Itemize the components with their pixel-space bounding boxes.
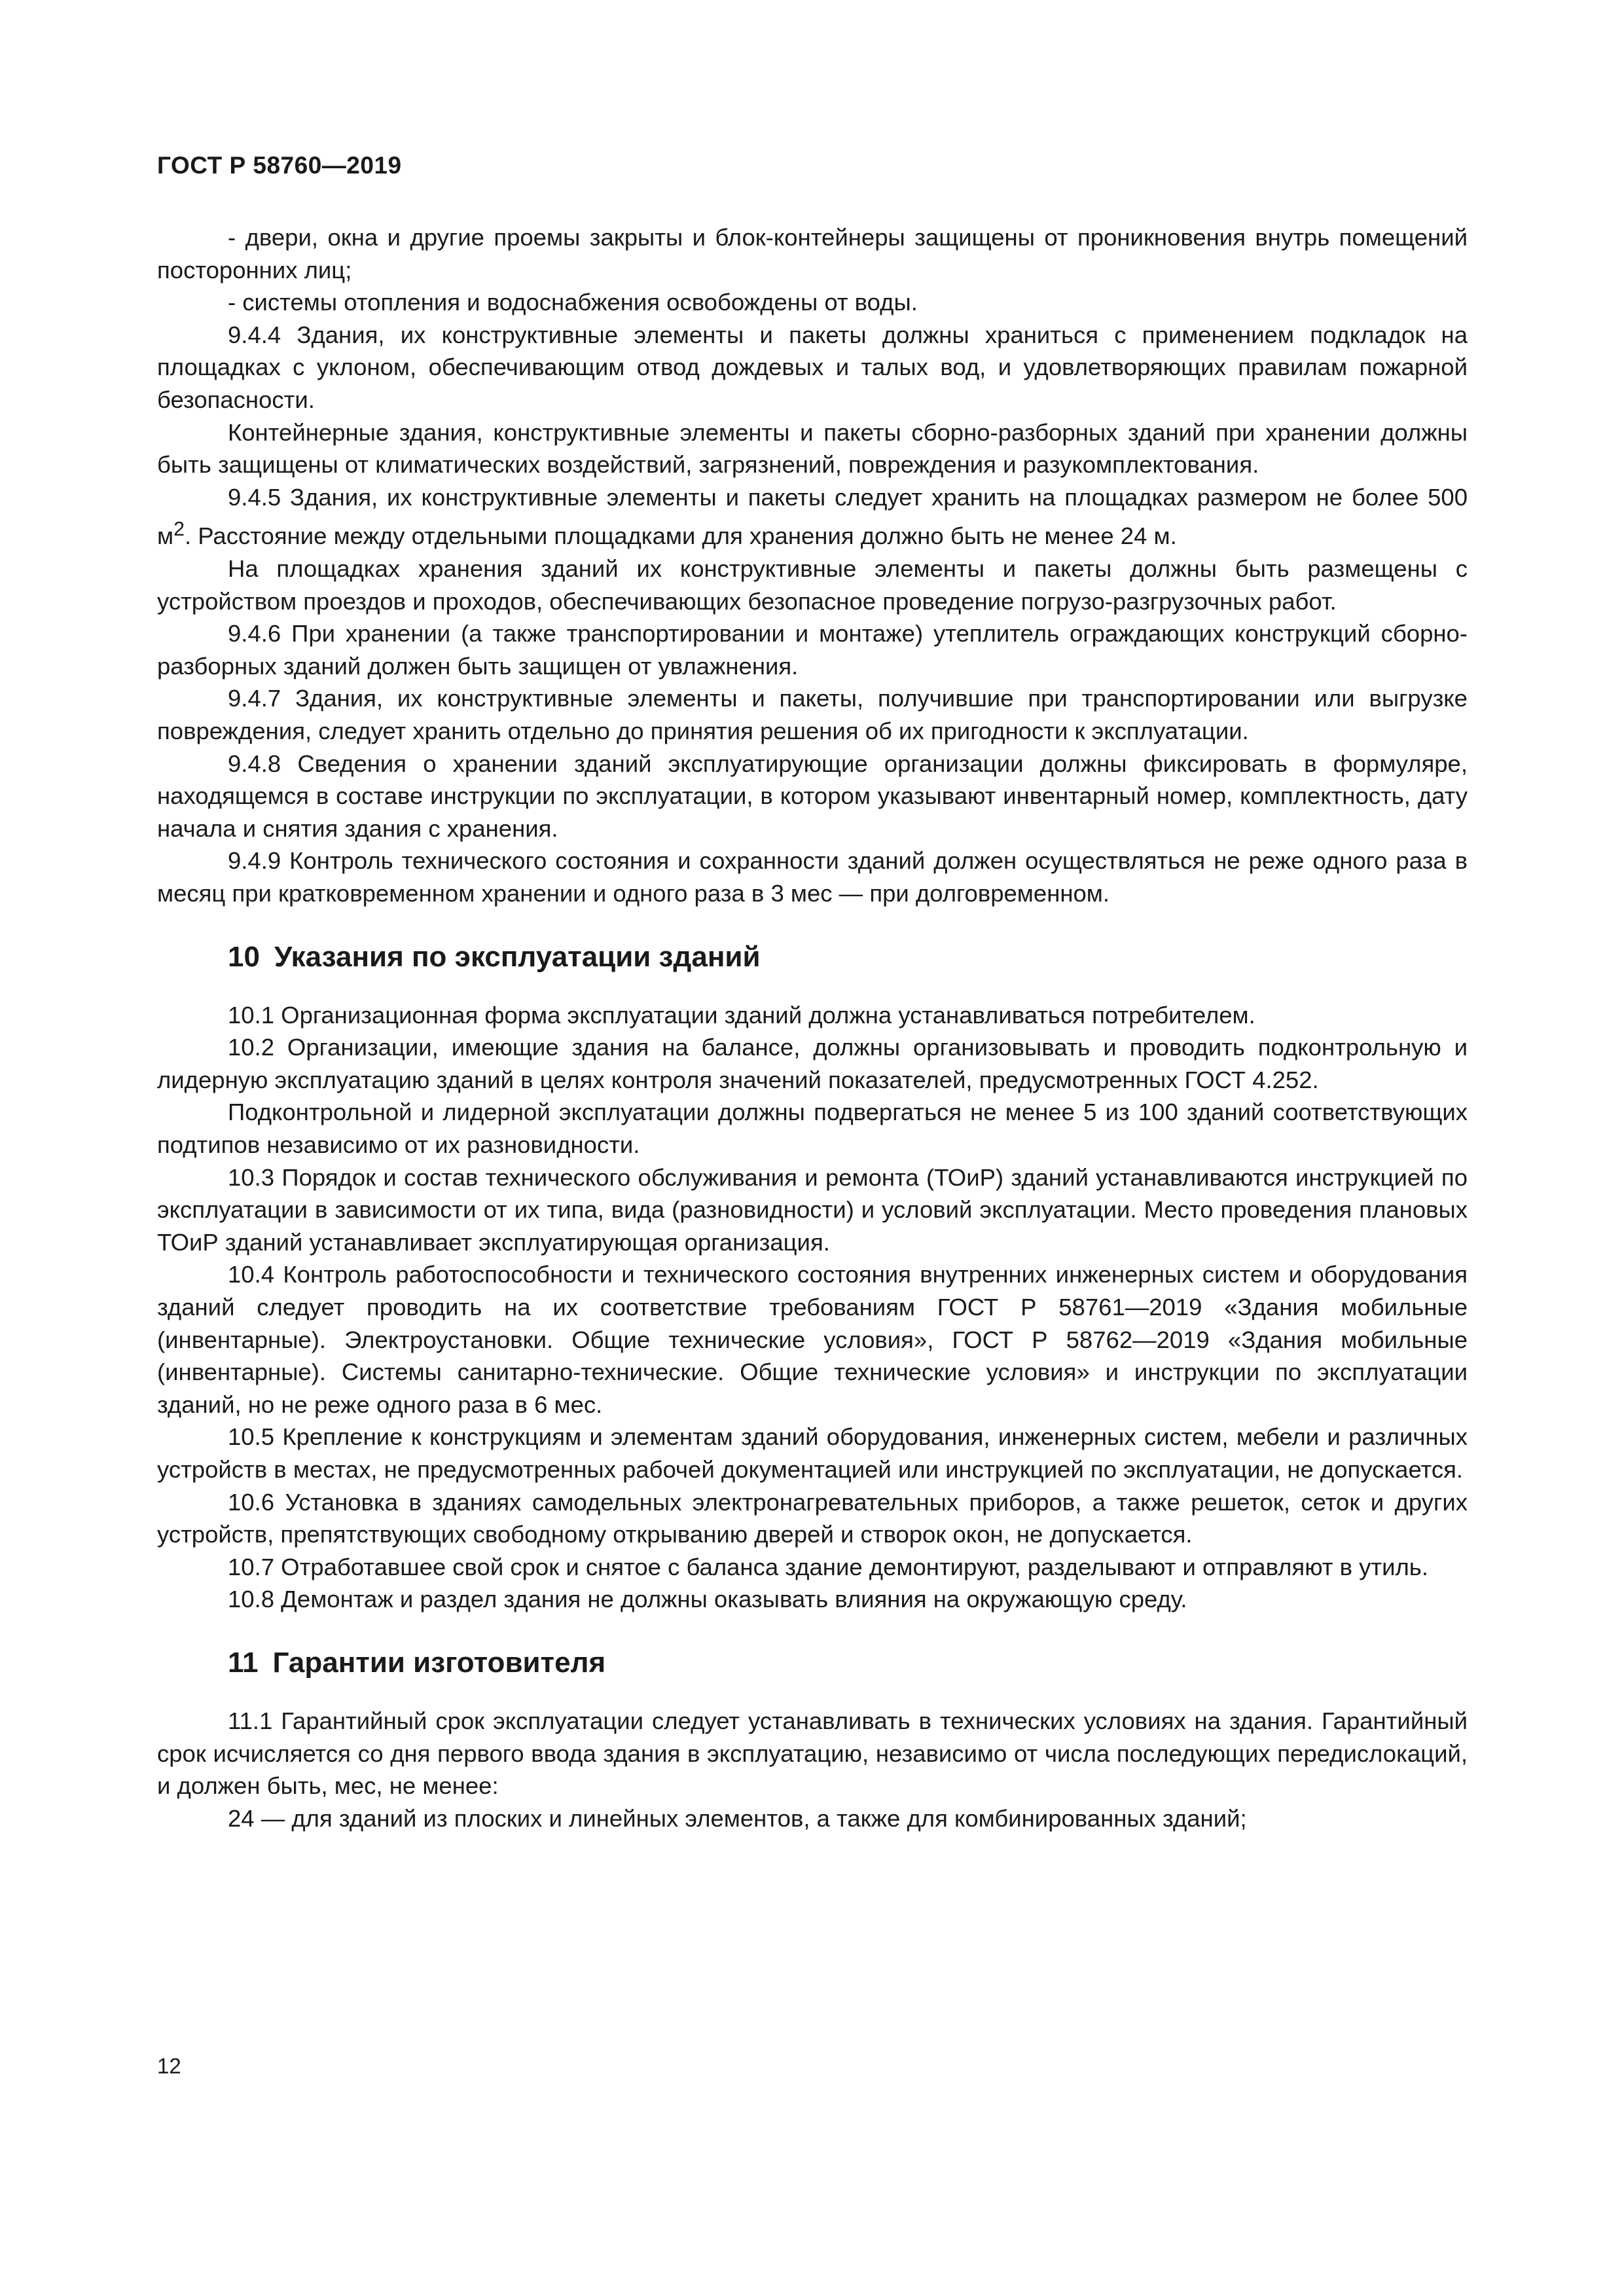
document-code-header: ГОСТ Р 58760—2019 [157, 152, 402, 179]
paragraph: 10.6 Установка в зданиях самодельных электронагревательных приборов, а также решеток, сеток и других устройств, препятствующих свободному открыванию дверей и створок окон, не допускается. [157, 1488, 1468, 1548]
paragraph: - двери, окна и другие проемы закрыты и блок-контейнеры защищены от проникновения внутрь помещений посторонних лиц; [157, 224, 1468, 283]
paragraph: 10.4 Контроль работоспособности и технического состояния внутренних инженерных систем и оборудования зданий следует проводить на их соответствие требованиям ГОСТ Р 58761—2019 «Здания мобильные (инвентарные). Электроустановки. Общие технические условия», ГОСТ Р 58762—2019 «Здания мобильные (инвентарные). Системы санитарно-технические. Общие технические условия» и инструкции по эксплуатации зданий, но не реже одного раза в 6 мес. [157, 1261, 1468, 1418]
paragraph: 10.5 Крепление к конструкциям и элементам зданий оборудования, инженерных систем, мебели и различных устройств в местах, не предусмотренных рабочей документацией или инструкцией по эксплуатации, не допускается. [157, 1423, 1468, 1483]
section-11-heading [157, 1643, 1468, 1683]
paragraph-text: 9.4.5 Здания, их конструктивные элементы и пакеты следует хранить на площадках размером не более 500 м [157, 483, 1468, 550]
paragraph: 10.2 Организации, имеющие здания на балансе, должны организовывать и проводить подконтрольную и лидерную эксплуатацию зданий в целях контроля значений показателей, предусмотренных ГОСТ 4.252. [157, 1034, 1468, 1093]
paragraph-text: . Расстояние между отдельными площадками для хранения должно быть не менее 24 м. [185, 522, 1177, 550]
paragraph: 10.3 Порядок и состав технического обслуживания и ремонта (ТОиР) зданий устанавливаются инструкцией по эксплуатации в зависимости от их типа, вида (разновидности) и условий эксплуатации. Место проведения плановых ТОиР зданий устанавливает эксплуатирующая организация. [157, 1163, 1468, 1256]
paragraph-9-4-5 [157, 481, 1468, 553]
paragraph: 24 — для зданий из плоских и линейных элементов, а также для комбинированных зданий; [228, 1804, 1247, 1832]
paragraph: Контейнерные здания, конструктивные элементы и пакеты сборно-разборных зданий при хранении должны быть защищены от климатических воздействий, загрязнений, повреждения и разукомплектования. [157, 418, 1468, 479]
paragraph: 9.4.6 При хранении (а также транспортировании и монтаже) утеплитель ограждающих конструкций сборно-разборных зданий должен быть защищен от увлажнения. [157, 620, 1468, 680]
paragraph: 10.1 Организационная форма эксплуатации зданий должна устанавливаться потребителем. [228, 1001, 1255, 1029]
section-10-heading [157, 938, 1468, 977]
section-number: 10 [228, 940, 260, 973]
paragraph: - системы отопления и водоснабжения освобождены от воды. [228, 289, 918, 316]
document-body [157, 221, 1468, 1834]
superscript: 2 [173, 518, 185, 541]
paragraph: 9.4.7 Здания, их конструктивные элементы и пакеты, получившие при транспортировании или выгрузке повреждения, следует хранить отдельно до принятия решения об их пригодности к эксплуатации. [157, 685, 1468, 745]
paragraph: 10.7 Отработавшее свой срок и снятое с баланса здание демонтируют, разделывают и отправляют в утиль. [228, 1553, 1428, 1580]
section-title: Гарантии изготовителя [272, 1646, 606, 1679]
page-number: 12 [157, 2054, 181, 2078]
paragraph: Подконтрольной и лидерной эксплуатации должны подвергаться не менее 5 из 100 зданий соответствующих подтипов независимо от их разновидности. [157, 1099, 1468, 1158]
section-number: 11 [228, 1646, 259, 1679]
section-title: Указания по эксплуатации зданий [274, 940, 761, 973]
paragraph: 9.4.8 Сведения о хранении зданий эксплуатирующие организации должны фиксировать в формуляре, находящемся в составе инструкции по эксплуатации, в котором указывают инвентарный номер, комплектность, дату начала и снятия здания с хранения. [157, 750, 1468, 842]
paragraph: 9.4.4 Здания, их конструктивные элементы и пакеты должны храниться с применением подкладок на площадках с уклоном, обеспечивающим отвод дождевых и талых вод, и удовлетворяющих правилам пожарной безопасности. [157, 321, 1468, 413]
paragraph: 9.4.9 Контроль технического состояния и сохранности зданий должен осуществляться не реже одного раза в месяц при кратковременном хранении и одного раза в 3 мес — при долговременном. [157, 847, 1468, 907]
paragraph: 10.8 Демонтаж и раздел здания не должны оказывать влияния на окружающую среду. [228, 1586, 1187, 1613]
paragraph: 11.1 Гарантийный срок эксплуатации следует устанавливать в технических условиях на здания. Гарантийный срок исчисляется со дня первого ввода здания в эксплуатацию, независимо от числа последующих передислокаций, и должен быть, мес, не менее: [157, 1707, 1468, 1800]
paragraph: На площадках хранения зданий их конструктивные элементы и пакеты должны быть размещены с устройством проездов и проходов, обеспечивающих безопасное проведение погрузо-разгрузочных работ. [157, 555, 1468, 615]
